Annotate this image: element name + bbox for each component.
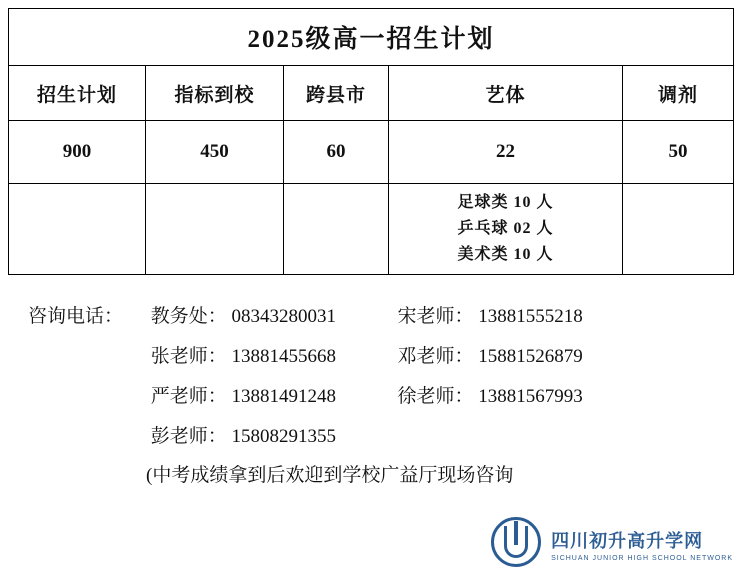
contact-phone-jiaowuchu: 08343280031 xyxy=(231,306,337,327)
column-header-cross-county: 跨县市 xyxy=(284,66,389,121)
column-header-quota: 指标到校 xyxy=(146,66,284,121)
watermark-name-en: SICHUAN JUNIOR HIGH SCHOOL NETWORK xyxy=(551,554,733,562)
detail-plan-empty xyxy=(9,184,146,275)
contact-name-song: 宋老师： xyxy=(397,306,474,327)
contact-name-deng: 邓老师： xyxy=(397,346,474,367)
contact-name-peng: 彭老师： xyxy=(150,426,227,447)
contact-row-1 xyxy=(28,297,741,337)
contact-name-yan: 严老师： xyxy=(150,386,227,407)
detail-adjustment-empty xyxy=(623,184,734,275)
contact-row-4 xyxy=(28,417,741,457)
detail-line-football: 足球类 10 人 xyxy=(457,194,554,211)
contact-item-deng xyxy=(398,337,583,377)
contact-row-2 xyxy=(28,337,741,377)
contact-name-jiaowuchu: 教务处： xyxy=(150,306,227,327)
column-header-art-sports: 艺体 xyxy=(389,66,623,121)
detail-line-table-tennis: 乒乓球 02 人 xyxy=(457,220,554,237)
contact-phone-yan: 13881491248 xyxy=(231,386,337,407)
admission-plan-table xyxy=(8,8,734,275)
watermark-name-cn: 四川初升高升学网 xyxy=(551,530,704,551)
table-row-details xyxy=(9,184,734,275)
table-row-headers xyxy=(9,66,734,121)
document-page xyxy=(0,8,741,577)
value-cross-county: 60 xyxy=(284,121,389,184)
logo-icon xyxy=(491,517,545,571)
column-header-plan: 招生计划 xyxy=(9,66,146,121)
contact-phone-deng: 15881526879 xyxy=(478,346,583,367)
column-header-adjustment: 调剂 xyxy=(623,66,734,121)
contact-row-3 xyxy=(28,377,741,417)
value-plan: 900 xyxy=(9,121,146,184)
value-adjustment: 50 xyxy=(623,121,734,184)
contact-name-xu: 徐老师： xyxy=(397,386,474,407)
contact-section-label: 咨询电话： xyxy=(28,306,124,327)
contact-phone-xu: 13881567993 xyxy=(478,386,583,407)
detail-line-fine-arts: 美术类 10 人 xyxy=(457,246,554,263)
contact-item-peng xyxy=(151,417,393,457)
watermark-logo xyxy=(491,517,733,571)
detail-quota-empty xyxy=(146,184,284,275)
contact-phone-zhang: 13881455668 xyxy=(231,346,337,367)
watermark-text xyxy=(551,527,733,562)
contact-name-zhang: 张老师： xyxy=(150,346,227,367)
detail-art-sports-breakdown xyxy=(389,184,623,275)
contact-item-song xyxy=(398,297,583,337)
contact-item-jiaowuchu xyxy=(151,297,393,337)
value-art-sports: 22 xyxy=(389,121,623,184)
detail-cross-county-empty xyxy=(284,184,389,275)
contact-phone-peng: 15808291355 xyxy=(231,426,337,447)
contact-item-zhang xyxy=(151,337,393,377)
contact-item-xu xyxy=(398,377,583,417)
value-quota: 450 xyxy=(146,121,284,184)
contact-note: (中考成绩拿到后欢迎到学校广益厅现场咨询 xyxy=(146,465,514,486)
table-row-values xyxy=(9,121,734,184)
contact-item-yan xyxy=(151,377,393,417)
page-title: 2025级高一招生计划 xyxy=(9,9,734,66)
contact-phone-song: 13881555218 xyxy=(478,306,583,327)
contact-section xyxy=(0,297,741,495)
logo-stem-icon xyxy=(514,521,518,545)
table-row-title xyxy=(9,9,734,66)
